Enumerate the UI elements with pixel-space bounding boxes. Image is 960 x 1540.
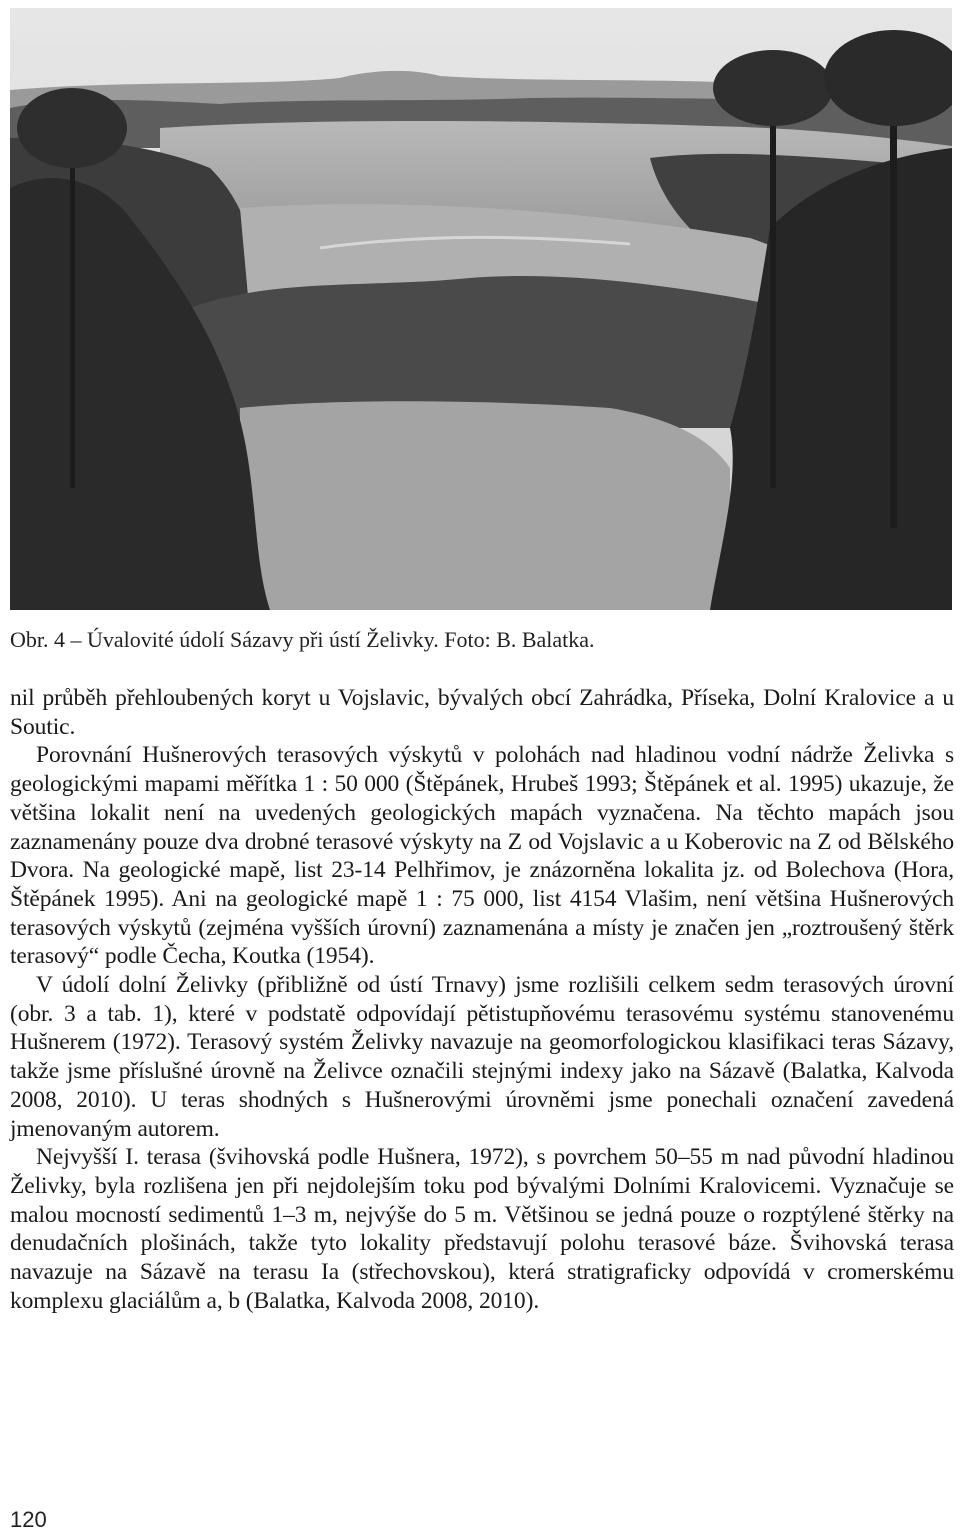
article-body: [10, 684, 954, 1315]
paragraph-terrace-levels: V údolí dolní Želivky (přibližně od ústí Trnavy) jsme rozlišili celkem sedm terasových úrovní (obr. 3 a tab. 1), které v podstatě odpovídají pětistupňovému terasovému systému stanovenému Hušnerem (1972). Terasový systém Želivky navazuje na geomorfologickou klasifikaci teras Sázavy, takže jsme příslušné úrovně na Želivce označili stejnými indexy jako na Sázavě (Balatka, Kalvoda 2008, 2010). U teras shodných s Hušnerovými úrovněmi jsme ponechali označení zavedená jmenovaným autorem.: [10, 972, 954, 1142]
valley-landscape-image: [10, 8, 952, 610]
figure-caption: Obr. 4 – Úvalovité údolí Sázavy při ústí Želivky. Foto: B. Balatka.: [10, 627, 595, 652]
paragraph-comparison: Porovnání Hušnerových terasových výskytů v polohách nad hladinou vodní nádrže Želivka s geologickými mapami měřítka 1 : 50 000 (Štěpánek, Hrubeš 1993; Štěpánek et al. 1995) ukazuje, že většina lokalit není na uvedených geologických mapách vyznačena. Na těchto mapách jsou zaznamenány pouze dva drobné terasové výskyty na Z od Vojslavic a u Koberovic na Z od Bělského Dvora. Na geologické mapě, list 23-14 Pelhřimov, je znázorněna lokalita jz. od Bolechova (Hora, Štěpánek 1995). Ani na geologické mapě 1 : 75 000, list 4154 Vlašim, není většina Hušnerových terasových výskytů (zejména vyšších úrovní) zaznamenána a místy je značen jen „roztroušený štěrk terasový“ podle Čecha, Koutka (1954).: [10, 742, 954, 970]
paragraph-continuation: nil průběh přehloubených koryt u Vojslavic, bývalých obcí Zahrádka, Příseka, Dolní Kralovice a u Soutic.: [10, 685, 954, 740]
page-number: 120: [10, 1507, 47, 1532]
landscape-photo: [10, 8, 952, 610]
paragraph-highest-terrace: Nejvyšší I. terasa (švihovská podle Hušnera, 1972), s povrchem 50–55 m nad původní hladinou Želivky, byla rozlišena jen při nejdolejším toku pod bývalými Dolními Kralovicemi. Vyznačuje se malou mocností sedimentů 1–3 m, nejvýše do 5 m. Většinou se jedná pouze o rozptýlené štěrky na denudačních plošinách, takže tyto lokality představují polohu terasové báze. Švihovská terasa navazuje na Sázavě na terasu Ia (střechovskou), která stratigraficky odpovídá v cromerskému komplexu glaciálům a, b (Balatka, Kalvoda 2008, 2010).: [10, 1144, 954, 1314]
